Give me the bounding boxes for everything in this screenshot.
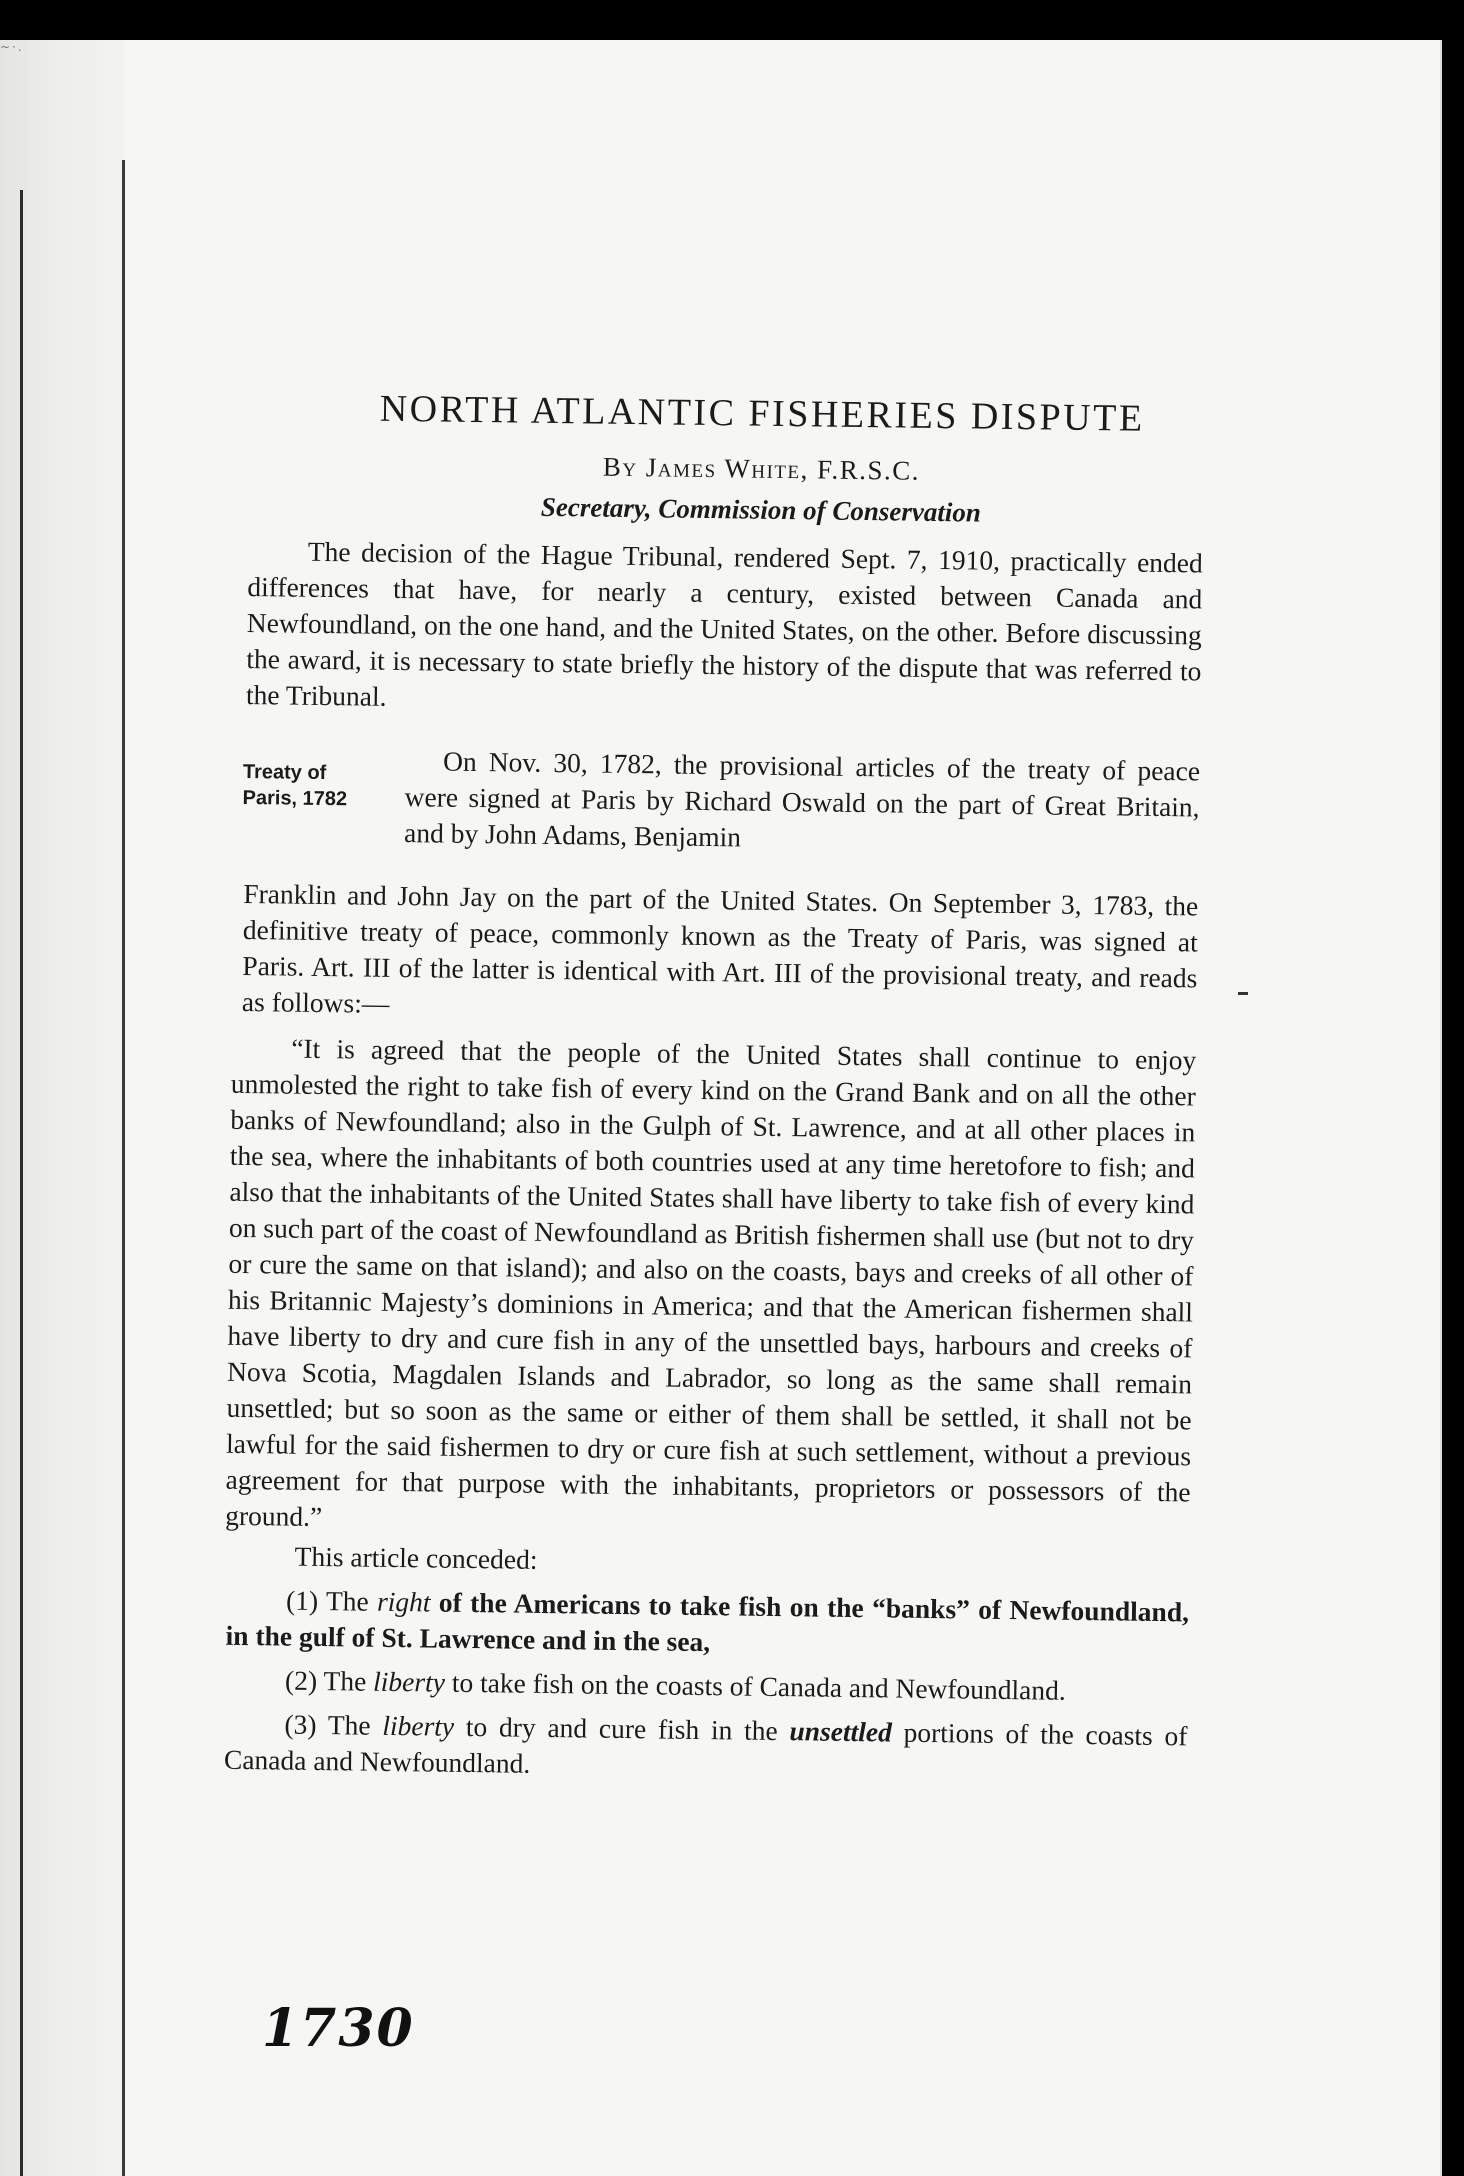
item-text: of the Americans to take fish on the “banks” of Newfoundland, in the gulf of St. Lawrence and in the sea, xyxy=(225,1586,1190,1658)
article-title: NORTH ATLANTIC FISHERIES DISPUTE xyxy=(379,387,1145,440)
conceded-heading: This article conceded: xyxy=(294,1540,538,1575)
concession-item-1 xyxy=(225,1582,1189,1667)
binding-strip xyxy=(0,40,125,2176)
item-text: to dry and cure fish in the xyxy=(465,1710,778,1747)
concession-item-3 xyxy=(224,1706,1188,1791)
item-text: portions of the coasts of Canada and Newfoundland. xyxy=(223,1716,1188,1779)
item-emphasis: unsettled xyxy=(789,1715,893,1748)
scan-corner-mark: ~·. xyxy=(0,40,24,54)
item-number: (1) xyxy=(285,1584,319,1616)
item-text: to take fish on the coasts of Canada and Newfoundland. xyxy=(451,1666,1066,1706)
item-emphasis: right xyxy=(376,1585,431,1618)
item-emphasis: liberty xyxy=(382,1709,455,1742)
margin-mark xyxy=(1238,992,1248,995)
author-byline: By James White, F.R.S.C. xyxy=(602,451,921,486)
binding-edge-line xyxy=(122,160,125,2176)
item-text: The xyxy=(323,1665,367,1697)
intro-paragraph: The decision of the Hague Tribunal, rendered Sept. 7, 1910, practically ended differences that have, for nearly a century, existed between Canada and Newfoundland, on the one hand, and the United States, on the other. Before discussing the award, it is necessary to state briefly the history of the dispute that was referred to the Tribunal. xyxy=(245,535,1203,712)
item-number: (2) xyxy=(284,1664,318,1696)
treaty-paragraph-start: On Nov. 30, 1782, the provisional articles of the treaty of peace were signed at Paris by Richard Oswald on the part of Great Britain, and by John Adams, Benjamin xyxy=(403,745,1201,852)
item-number: (3) xyxy=(284,1708,317,1740)
article-body xyxy=(223,385,1205,1790)
margin-note: Treaty of Paris, 1782 xyxy=(242,760,348,810)
treaty-quotation: “It is agreed that the people of the United States shall continue to enjoy unmolested the right to take fish of every kind on the Grand Bank and on all the other banks of Newfoundland; also in the Gulph of St. Lawrence, and at all other places in the sea, where the inhabitants of both countries used at any time heretofore to fish; and also that the inhabitants of the United States shall have liberty to take fish of every kind on such part of the coast of Newfoundland as British fishermen shall use (but not to dry or cure the same on that island); and also on the coasts, bays and creeks of all other of his Britannic Majesty’s dominions in America; and that the American fishermen shall have liberty to dry and cure fish in any of the unsettled bays, harbours and creeks of Nova Scotia, Magdalen Islands and Labrador, so long as the same shall remain unsettled; but so soon as the same or either of them shall be settled, it shall not be lawful for the said fishermen to dry or cure fish at such settlement, without a previous agreement for that purpose with the inhabitants, proprietors or possessors of the ground.” xyxy=(225,1032,1197,1533)
concession-item-2 xyxy=(225,1662,1188,1711)
handwritten-page-number: 1730 xyxy=(262,1998,415,2059)
treaty-paragraph-continued: Franklin and John Jay on the part of the United States. On September 3, 1783, the definitive treaty of peace, commonly known as the Treaty of Paris, was signed at Paris. Art. III of the latter is identical with Art. III of the provisional treaty, and reads as follows:— xyxy=(241,877,1199,1019)
item-text: The xyxy=(327,1709,371,1741)
author-affiliation: Secretary, Commission of Conservation xyxy=(540,491,982,528)
binding-edge-line xyxy=(20,190,23,2176)
treaty-section xyxy=(242,740,1201,1032)
item-text: The xyxy=(325,1585,369,1617)
item-emphasis: liberty xyxy=(372,1665,446,1698)
